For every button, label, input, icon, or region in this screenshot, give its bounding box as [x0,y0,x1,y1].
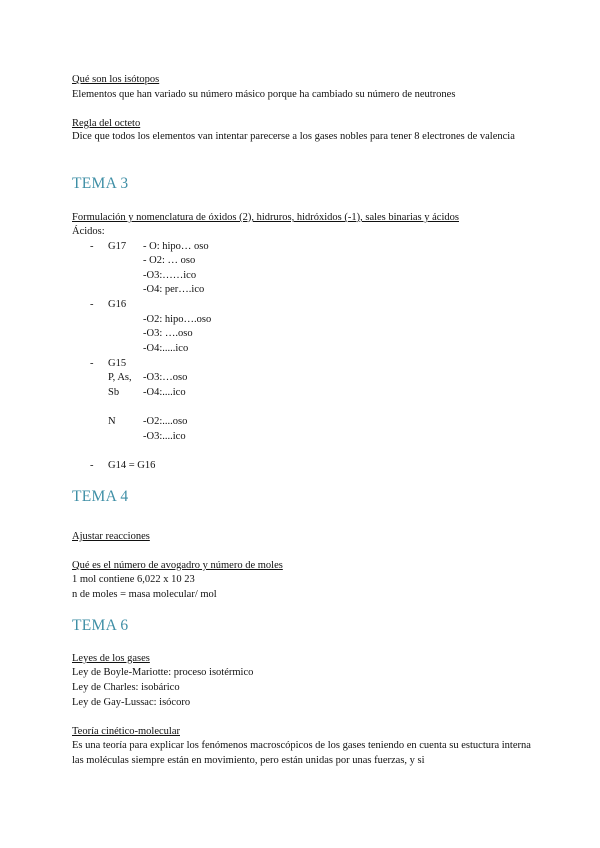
tema4-heading: TEMA 4 [72,488,129,505]
g16-label: G16 [108,299,127,310]
bullet-g16: - [90,299,94,310]
octeto-title: Regla del octeto [72,118,141,129]
ley-item: Ley de Charles: isobárico [72,682,180,693]
bullet-g15: - [90,358,94,369]
teoria-text: Es una teoría para explicar los fenómenos macroscópicos de los gases teniendo en cuenta su estuctura interna las moléculas siempre están en movimiento, pero están unidas por unas fuerzas, y si [72,740,531,766]
g17-rule: -O4: per….ico [143,284,205,295]
g16-rule: -O3: ….oso [143,328,193,339]
g17-rule: -O3:……ico [143,270,197,281]
g15-elements: Sb [108,387,120,398]
g17-rule: - O2: … oso [143,255,196,266]
g16-rule: -O4:.....ico [143,343,189,354]
g15-label: G15 [108,358,127,369]
avogadro-line: 1 mol contiene 6,022 x 10 23 [72,574,195,585]
g14-label: G14 = G16 [108,460,156,471]
isotopos-title: Qué son los isótopos [72,74,160,85]
teoria-title: Teoría cinético-molecular [72,726,180,737]
tema3-heading: TEMA 3 [72,175,129,192]
acidos-label: Ácidos: [72,226,105,237]
g17-rule: - O: hipo… oso [143,241,209,252]
g15-rule: -O3:…oso [143,372,188,383]
g16-rule: -O2: hipo….oso [143,314,212,325]
ajustar-title: Ajustar reacciones [72,531,150,542]
isotopos-text: Elementos que han variado su número másico porque ha cambiado su número de neutrones [72,89,456,100]
octeto-text: Dice que todos los elementos van intentar parecerse a los gases nobles para tener 8 electrones de valencia [72,131,515,142]
ley-item: Ley de Boyle-Mariotte: proceso isotérmico [72,667,254,678]
avogadro-title: Qué es el número de avogadro y número de moles [72,560,283,571]
g15-rule: -O2:....oso [143,416,188,427]
tema6-heading: TEMA 6 [72,617,129,634]
bullet-g14: - [90,460,94,471]
g17-label: G17 [108,241,127,252]
g15-elements: P, As, [108,372,132,383]
bullet-g17: - [90,241,94,252]
g15-element-n: N [108,416,116,427]
leyes-title: Leyes de los gases [72,653,150,664]
avogadro-line: n de moles = masa molecular/ mol [72,589,217,600]
g15-rule: -O4:....ico [143,387,186,398]
ley-item: Ley de Gay-Lussac: isócoro [72,697,191,708]
g15-rule: -O3:....ico [143,431,186,442]
tema3-subtitle: Formulación y nomenclatura de óxidos (2), hidruros, hidróxidos (-1), sales binarias y ácidos [72,212,459,223]
